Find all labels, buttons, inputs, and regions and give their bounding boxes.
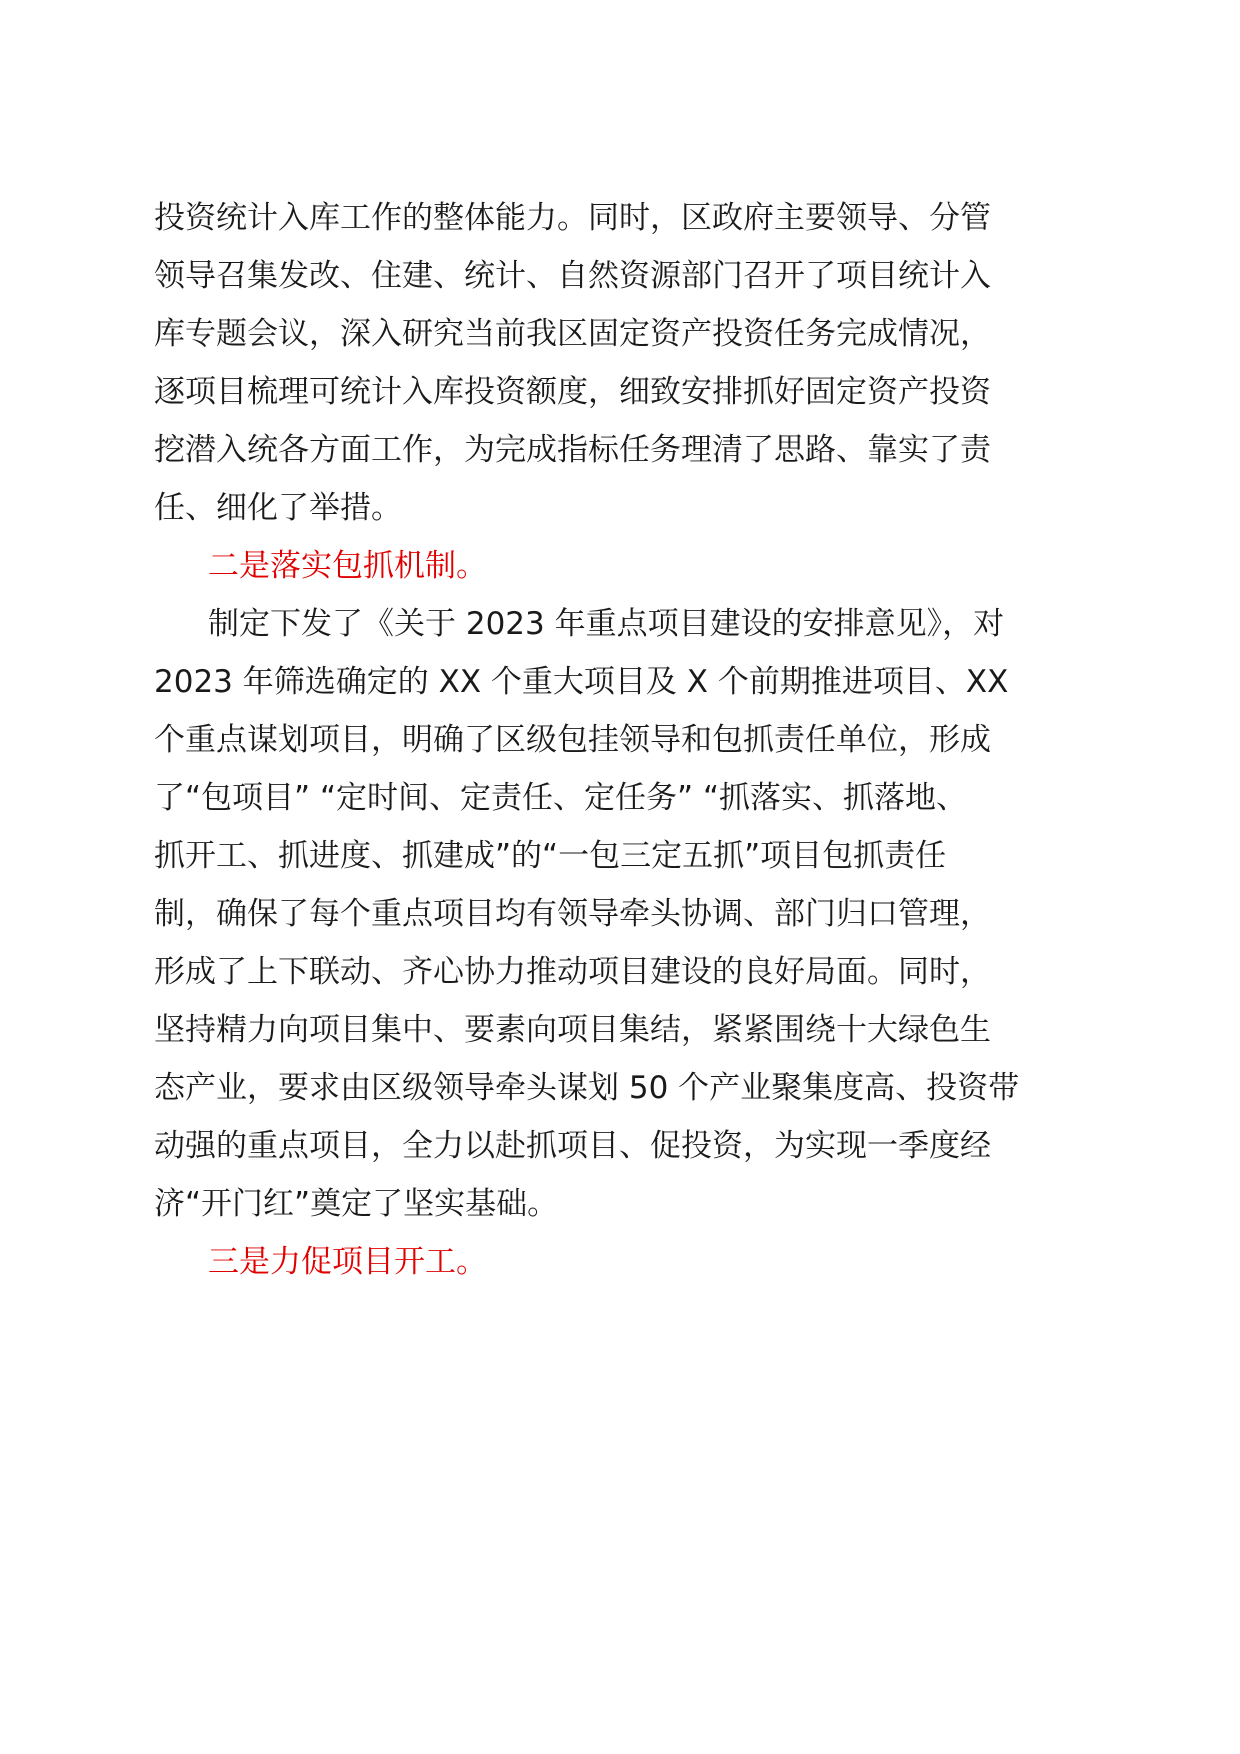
paragraph1-line-3: 库专题会议，深入研究当前我区固定资产投资任务完成情况， [154,316,991,352]
paragraph2-line-8: 坚持精力向项目集中、要素向项目集结，紧紧围绕十大绿色生 [154,1012,991,1048]
section-heading-2: 二是落实包抓机制。 [208,548,487,584]
paragraph2-line-11: 济“开门红”奠定了坚实基础。 [154,1186,559,1222]
paragraph2-line-4: 了“包项目” “定时间、定责任、定任务” “抓落实、抓落地、 [154,780,968,816]
paragraph2-line-10: 动强的重点项目，全力以赴抓项目、促投资，为实现一季度经 [154,1128,991,1164]
paragraph2-line-2: 2023 年筛选确定的 XX 个重大项目及 X 个前期推进项目、XX [154,664,1009,700]
paragraph2-line-1: 制定下发了《关于 2023 年重点项目建设的安排意见》，对 [208,606,1005,642]
paragraph2-line-7: 形成了上下联动、齐心协力推动项目建设的良好局面。同时， [154,954,991,990]
paragraph1-line-6: 任、细化了举措。 [154,490,402,526]
paragraph1-line-2: 领导召集发改、住建、统计、自然资源部门召开了项目统计入 [154,258,991,294]
paragraph1-line-5: 挖潜入统各方面工作，为完成指标任务理清了思路、靠实了责 [154,432,991,468]
section-heading-3: 三是力促项目开工。 [208,1244,487,1280]
paragraph1-line-1: 投资统计入库工作的整体能力。同时，区政府主要领导、分管 [154,200,991,236]
paragraph2-line-3: 个重点谋划项目，明确了区级包挂领导和包抓责任单位，形成 [154,722,991,758]
paragraph2-line-5: 抓开工、抓进度、抓建成”的“一包三定五抓”项目包抓责任 [154,838,947,874]
paragraph2-line-6: 制，确保了每个重点项目均有领导牵头协调、部门归口管理， [154,896,991,932]
paragraph1-line-4: 逐项目梳理可统计入库投资额度，细致安排抓好固定资产投资 [154,374,991,410]
paragraph2-line-9: 态产业，要求由区级领导牵头谋划 50 个产业聚集度高、投资带 [154,1070,1020,1106]
